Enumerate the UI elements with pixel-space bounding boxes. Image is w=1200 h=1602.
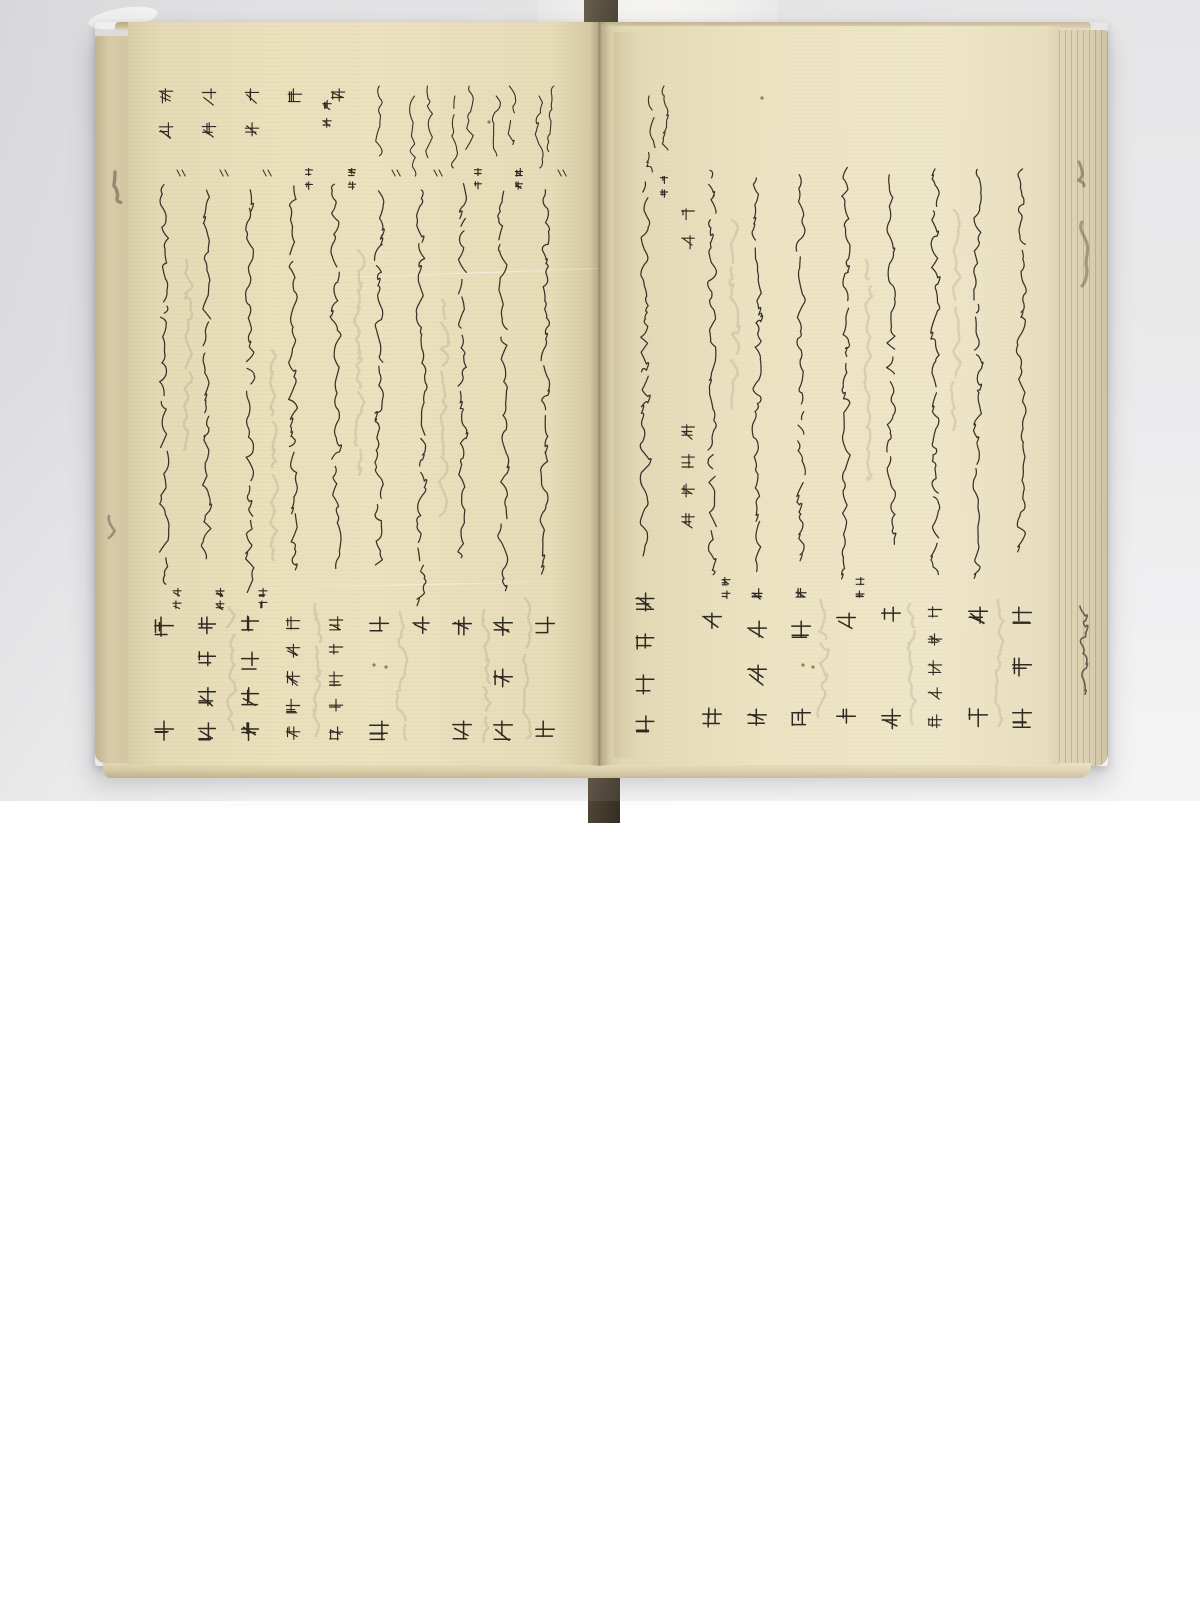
- gutter-tone-band: [614, 32, 640, 758]
- paper-crease: [278, 581, 578, 588]
- right-fore-edge-stack: [1059, 30, 1108, 766]
- open-book: [95, 22, 1108, 766]
- left-page: [128, 22, 598, 765]
- book-gutter: [589, 22, 610, 766]
- left-fore-edge-stack: [95, 36, 132, 763]
- right-page: [598, 26, 1059, 765]
